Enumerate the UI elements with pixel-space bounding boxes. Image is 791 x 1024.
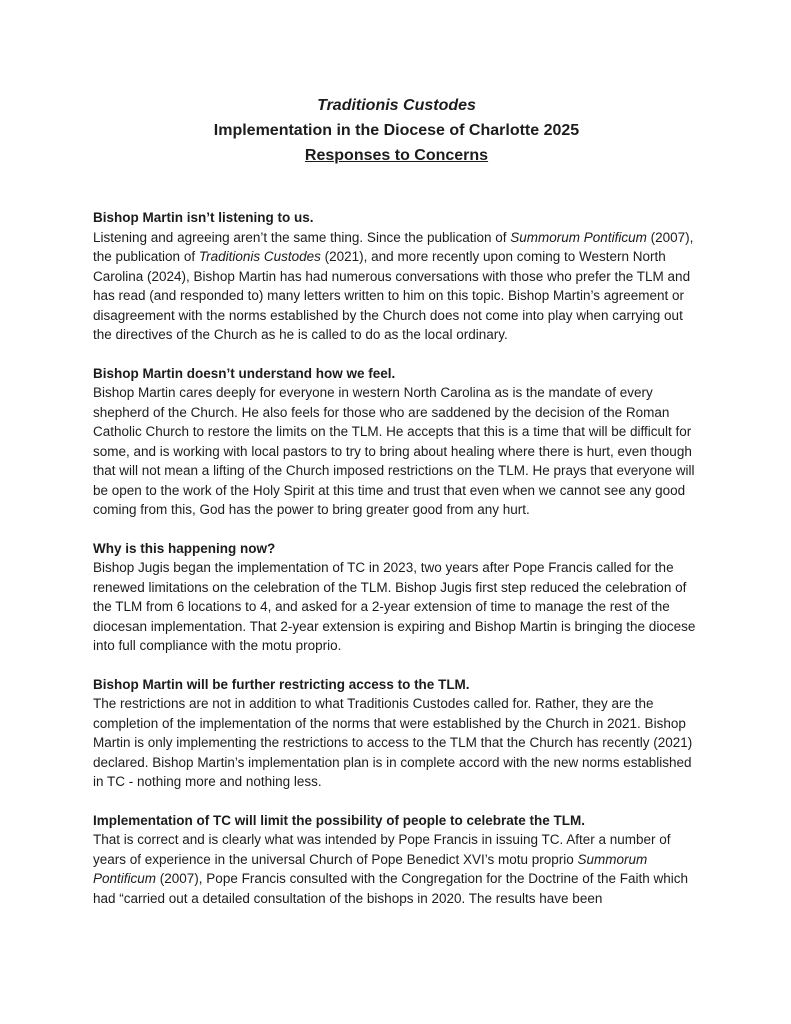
section-body: Listening and agreeing aren’t the same thing. Since the publication of Summorum Pontificum (2007), the publication of Traditionis Custodes (2021), and more recently upon coming to Western North Carolina (2024), Bishop Martin has had numerous conversations with those who prefer the TLM and has read (and responded to) many letters written to him on this topic. Bishop Martin’s agreement or disagreement with the norms established by the Church does not come into play when carrying out the directives of the Church as he is called to do as the local ordinary. bbox=[93, 229, 694, 342]
section-heading: Bishop Martin will be further restricting access to the TLM. bbox=[93, 676, 470, 692]
section-limit-possibility bbox=[93, 811, 700, 909]
section-body: The restrictions are not in addition to what Traditionis Custodes called for. Rather, they are the completion of the implementation of the norms that were established by the Church in 2021. Bishop Martin is only implementing the restrictions to access to the TLM that the Church has recently (2021) declared. Bishop Martin’s implementation plan is in complete accord with the new norms established in TC - nothing more and nothing less. bbox=[93, 696, 693, 789]
section-further-restricting bbox=[93, 675, 700, 792]
document-title-block bbox=[93, 93, 700, 168]
section-heading: Bishop Martin doesn’t understand how we feel. bbox=[93, 365, 396, 381]
section-heading: Bishop Martin isn’t listening to us. bbox=[93, 210, 314, 225]
section-heading: Implementation of TC will limit the possibility of people to celebrate the TLM. bbox=[93, 812, 586, 828]
section-why-now bbox=[93, 539, 700, 656]
title-line-2: Implementation in the Diocese of Charlotte 2025 bbox=[213, 122, 580, 139]
section-understand-feelings bbox=[93, 364, 700, 520]
section-body: Bishop Martin cares deeply for everyone in western North Carolina as is the mandate of every shepherd of the Church. He also feels for those who are saddened by the decision of the Roman Catholic Church to restore the limits on the TLM. He accepts that this is a time that will be difficult for some, and is working with local pastors to try to bring about healing where there is hurt, even though that will not mean a lifting of the Church imposed restrictions on the TLM. He prays that everyone will be open to the work of the Holy Spirit at this time and trust that even when we cannot see any good coming from this, God has the power to bring greater good from any hurt. bbox=[93, 385, 695, 517]
section-listening bbox=[93, 208, 700, 345]
title-line-1: Traditionis Custodes bbox=[317, 97, 476, 114]
section-heading: Why is this happening now? bbox=[93, 540, 276, 556]
section-body: Bishop Jugis began the implementation of TC in 2023, two years after Pope Francis called for the renewed limitations on the celebration of the TLM. Bishop Jugis first step reduced the celebration of the TLM from 6 locations to 4, and asked for a 2-year extension of time to manage the rest of the diocesan implementation. That 2-year extension is expiring and Bishop Martin is bringing the diocese into full compliance with the motu proprio. bbox=[93, 560, 696, 653]
title-line-3: Responses to Concerns bbox=[304, 147, 489, 164]
section-body: That is correct and is clearly what was intended by Pope Francis in issuing TC. After a number of years of experience in the universal Church of Pope Benedict XVI’s motu proprio Summorum Pontificum (2007), Pope Francis consulted with the Congregation for the Doctrine of the Faith which had “carried out a detailed consultation of the bishops in 2020. The results have been bbox=[93, 832, 689, 906]
